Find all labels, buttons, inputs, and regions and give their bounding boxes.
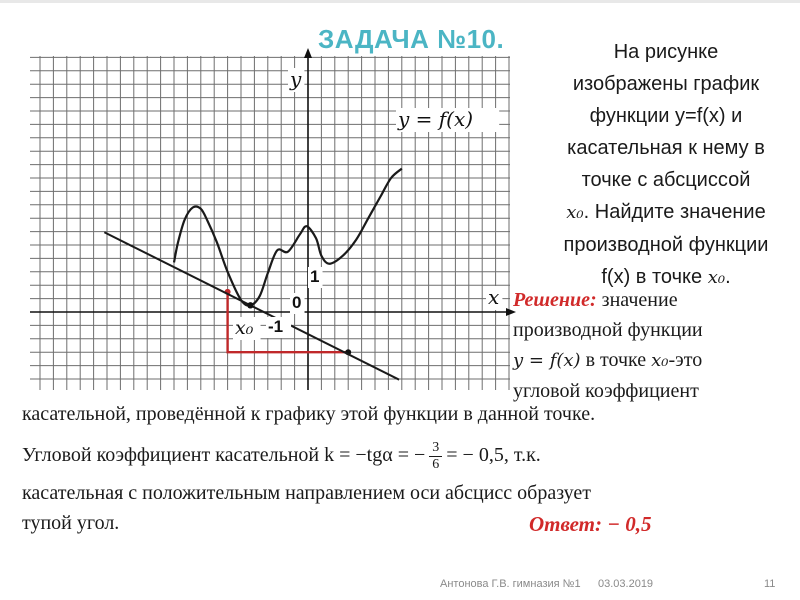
solution-line <box>513 285 800 315</box>
y-axis-arrow <box>304 48 312 58</box>
body-line <box>22 440 541 473</box>
body-line: тупой угол. <box>22 512 120 534</box>
y-axis-label: y <box>290 67 302 91</box>
problem-line-text: f(x) в точке <box>601 266 703 288</box>
solution-block <box>513 285 800 406</box>
solution-line <box>513 345 800 376</box>
problem-line: изображены график <box>572 73 760 95</box>
function-expression: y = f(x) <box>513 350 581 371</box>
problem-line-text: . Найдите значение <box>583 201 766 223</box>
problem-line: точке с абсциссой <box>581 169 751 191</box>
function-curve-group <box>104 169 401 380</box>
footer-date: 03.03.2019 <box>598 578 654 590</box>
footer-author: Антонова Г.В. гимназия №1 <box>440 578 581 590</box>
solution-label: Решение: <box>513 289 597 311</box>
problem-statement <box>532 36 800 294</box>
x-axis-label: x <box>488 285 500 309</box>
problem-line: функции y=f(x) и <box>589 105 743 127</box>
body-line: касательной, проведённой к графику этой функции в данной точке. <box>22 403 596 425</box>
problem-line <box>532 196 800 229</box>
problem-line: производной функции <box>563 234 769 256</box>
fraction <box>429 440 442 473</box>
body-text: Угловой коэффициент касательной k = −tgα = − <box>22 444 426 467</box>
answer: Ответ: − 0,5 <box>529 512 652 536</box>
problem-line: f(x) в точке x₀. <box>601 266 731 288</box>
solution-line: производной функции <box>513 319 703 341</box>
tangency-point <box>247 302 253 308</box>
problem-line: касательная к нему в <box>567 137 765 159</box>
fraction-numerator: 3 <box>429 440 442 457</box>
solution-text: значение <box>601 289 678 311</box>
page-title: ЗАДАЧА №10. <box>318 24 505 54</box>
x0-symbol: x₀ <box>651 350 669 371</box>
x0-label: x₀ <box>235 317 254 339</box>
fraction-denominator: 6 <box>432 457 440 472</box>
function-label: y = f(x) <box>398 107 474 131</box>
body-text: = − 0,5, т.к. <box>446 444 541 467</box>
solution-text: в точке <box>585 349 647 371</box>
origin-label: 0 <box>292 293 302 312</box>
minus-one-label: -1 <box>268 317 284 336</box>
x0-symbol: x₀ <box>566 202 584 223</box>
unit-label: 1 <box>310 267 320 286</box>
footer-page-number: 11 <box>764 578 776 590</box>
x0-symbol: x₀ <box>707 267 726 288</box>
problem-line: На рисунке <box>613 41 719 63</box>
solution-text: -это <box>668 349 703 371</box>
body-line: касательная с положительным направлением оси абсцисс образует <box>22 482 592 504</box>
solution-line: угловой коэффициент <box>513 380 699 402</box>
